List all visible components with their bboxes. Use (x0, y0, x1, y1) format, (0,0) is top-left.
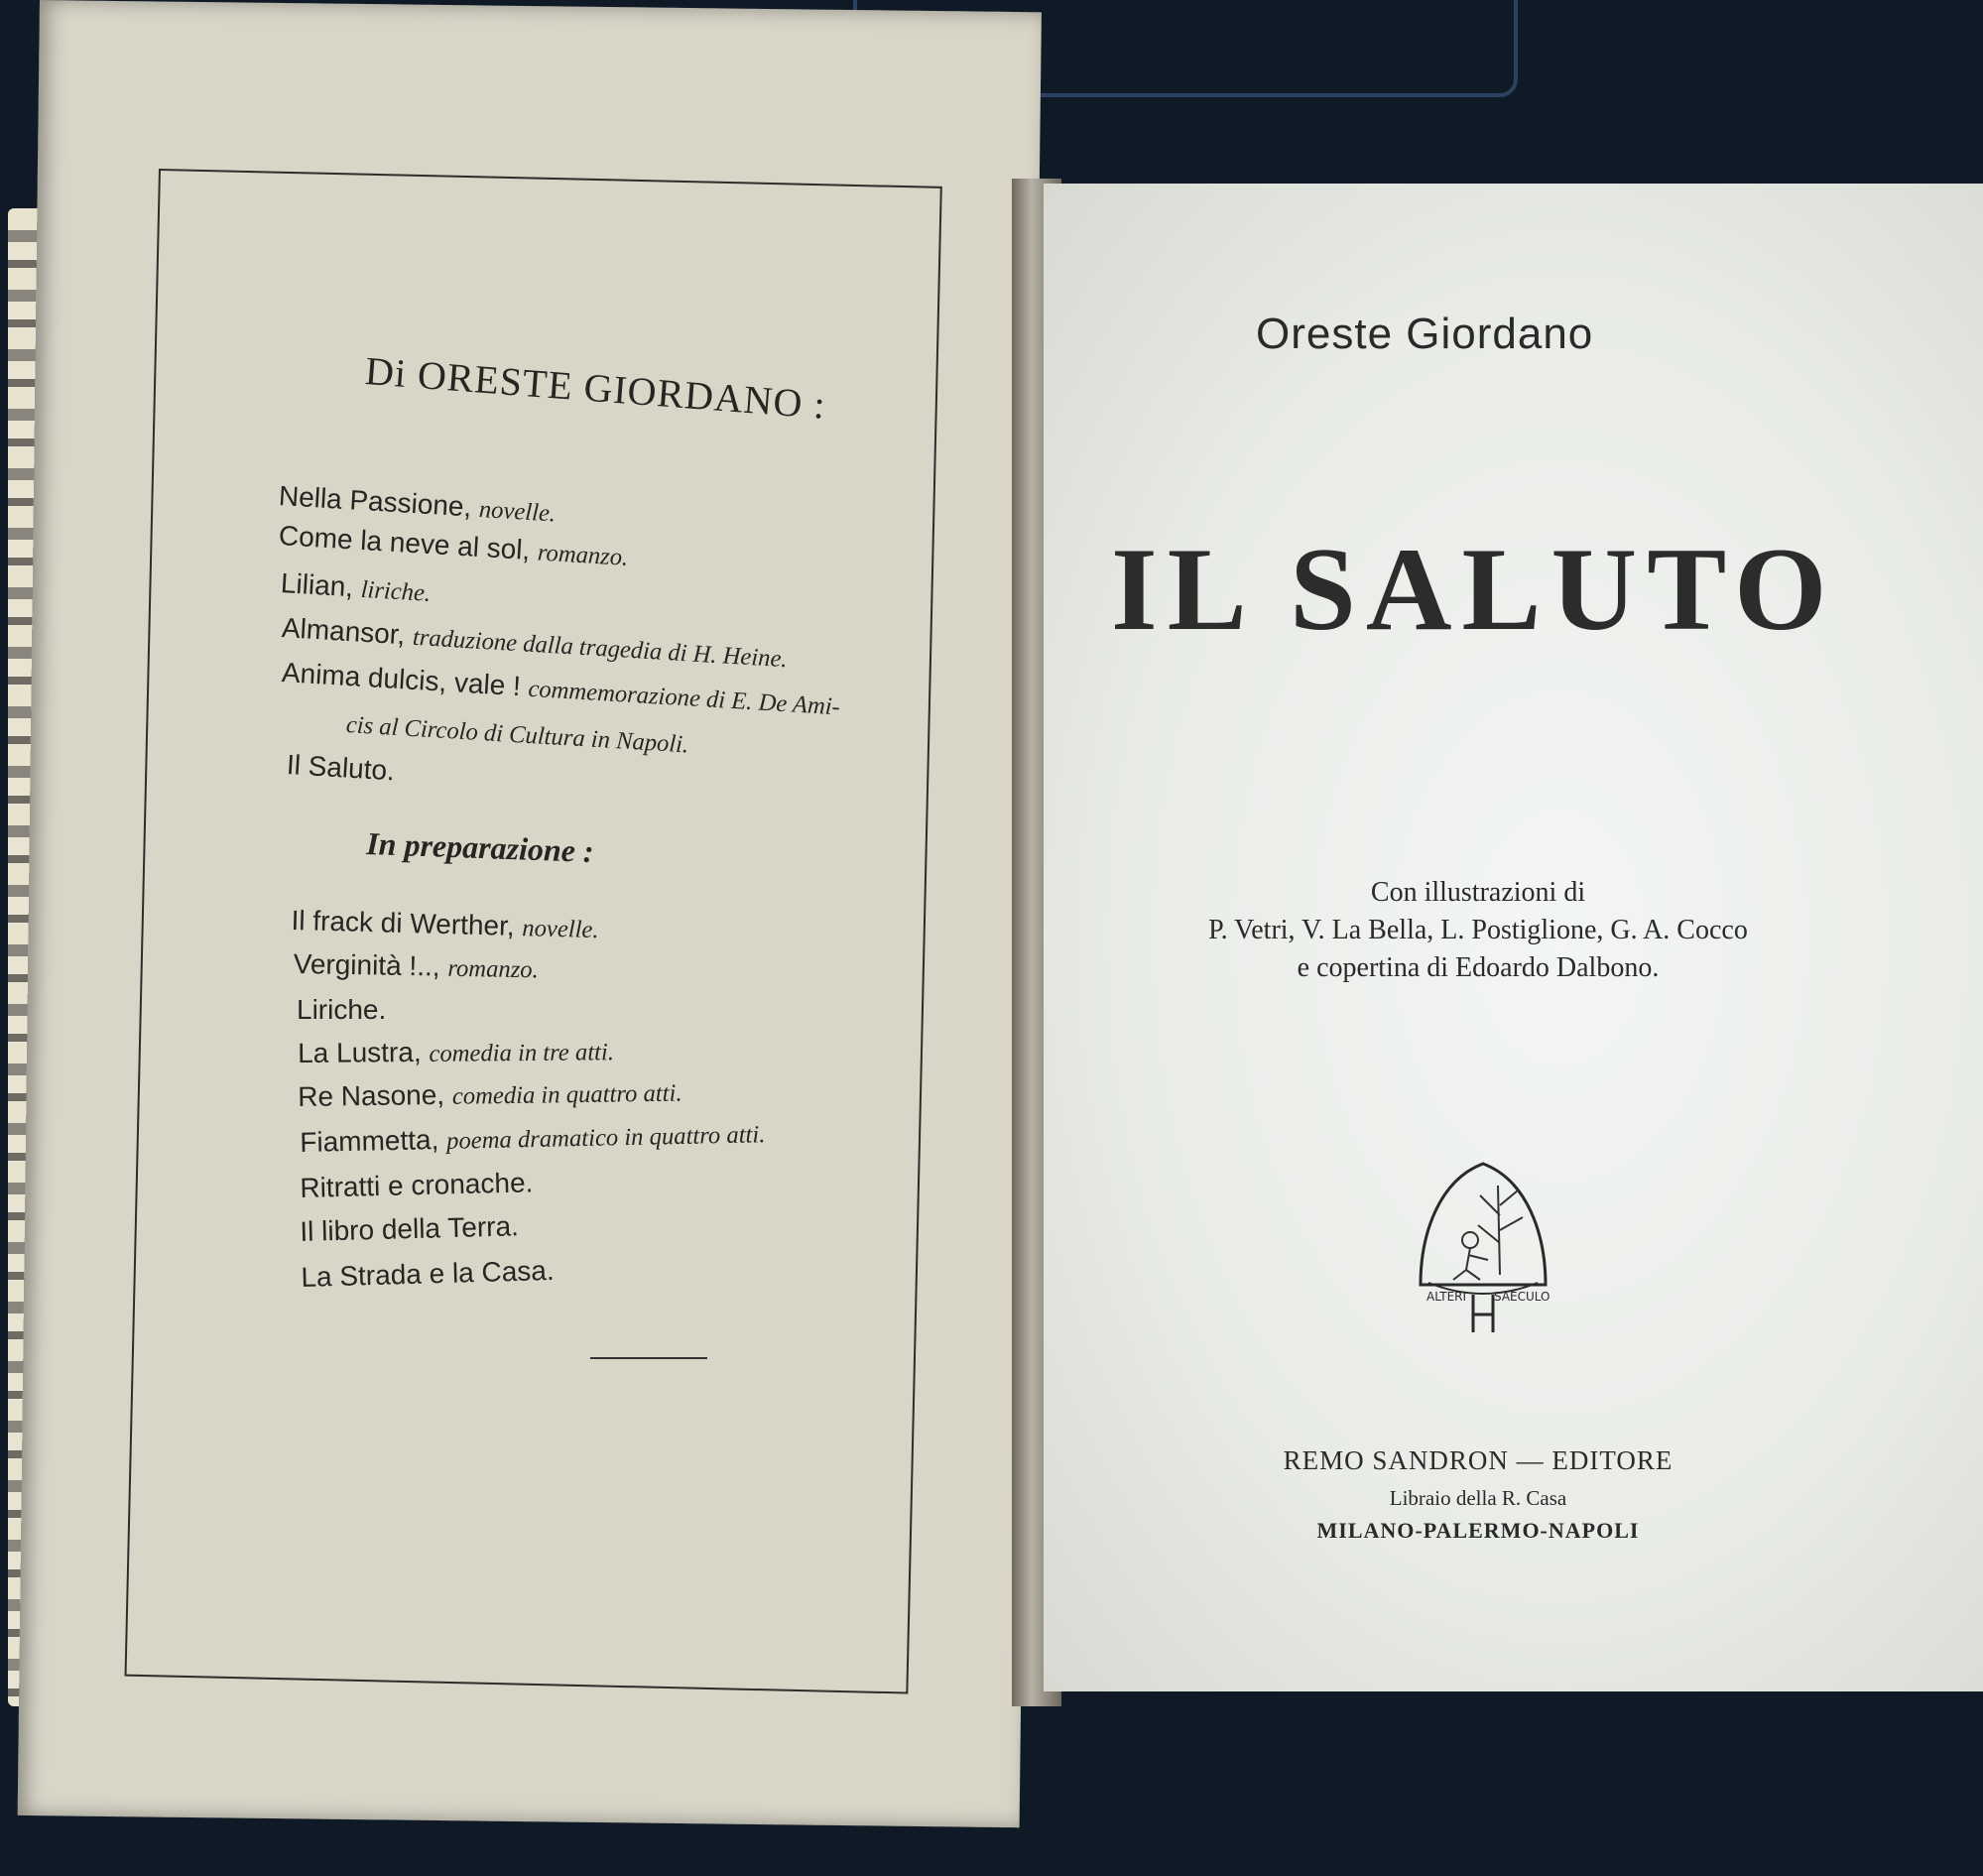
prep-work-3 (297, 994, 386, 1026)
work-desc: commemorazione di E. De Ami- (527, 675, 841, 721)
emblem-text-left: ALTERI (1426, 1290, 1467, 1304)
emblem-text-right: SAECULO (1494, 1290, 1550, 1304)
author-name: Oreste Giordano (1256, 310, 1594, 358)
work-desc: novelle. (521, 915, 599, 944)
publisher-sub: Libraio della R. Casa (1389, 1486, 1567, 1510)
work-desc: romanzo. (537, 539, 630, 571)
work-title: Il frack di Werther, (291, 905, 516, 941)
work-title: Lilian, (280, 567, 355, 603)
work-title: Fiammetta, (300, 1124, 439, 1158)
work-title: Nella Passione, (278, 480, 473, 523)
work-desc: poema dramatico in quattro atti. (445, 1121, 766, 1155)
work-title: Come la neve al sol, (278, 520, 532, 565)
work-title: Re Nasone, (298, 1078, 445, 1112)
publisher-name: REMO SANDRON — EDITORE (1283, 1445, 1673, 1475)
publisher-cities: MILANO-PALERMO-NAPOLI (1316, 1518, 1640, 1543)
work-title: Il libro della Terra. (300, 1210, 520, 1247)
work-title: La Strada e la Casa. (301, 1254, 556, 1293)
work-title: Ritratti e cronache. (300, 1167, 534, 1203)
left-heading: Di ORESTE GIORDANO : (363, 347, 828, 428)
work-desc: comedia in quattro atti. (451, 1079, 682, 1110)
work-6 (286, 749, 396, 787)
illustrations-line-1: Con illustrazioni di (1370, 877, 1586, 908)
left-rule (590, 1357, 707, 1359)
work-title: La Lustra, (298, 1036, 422, 1068)
prep-work-4 (298, 1035, 614, 1069)
prep-work-7 (300, 1167, 534, 1204)
illustrations-line-2: P. Vetri, V. La Bella, L. Postiglione, G. A. Cocco (1208, 915, 1748, 945)
work-title: Almansor, (281, 612, 407, 651)
work-desc: traduzione dalla tragedia di H. Heine. (412, 623, 789, 674)
prep-heading: In preparazione : (365, 825, 595, 869)
work-title: Verginità !.., (293, 948, 440, 982)
work-desc: comedia in tre atti. (429, 1039, 615, 1067)
work-title: Liriche. (297, 994, 387, 1025)
work-title: Il Saluto. (286, 749, 396, 787)
work-desc: novelle. (478, 495, 557, 528)
illustrations-line-3: e copertina di Edoardo Dalbono. (1297, 952, 1660, 983)
work-desc: cis al Circolo di Cultura in Napoli. (345, 710, 690, 759)
prep-work-2 (293, 948, 539, 984)
book-title: IL SALUTO (1111, 523, 1837, 655)
publisher-emblem-icon (1409, 1156, 1557, 1339)
work-title: Anima dulcis, vale ! (281, 657, 522, 702)
prep-work-5 (298, 1076, 682, 1113)
prep-work-8 (300, 1210, 519, 1248)
work-desc: romanzo. (447, 954, 540, 984)
work-desc: liriche. (359, 575, 432, 607)
